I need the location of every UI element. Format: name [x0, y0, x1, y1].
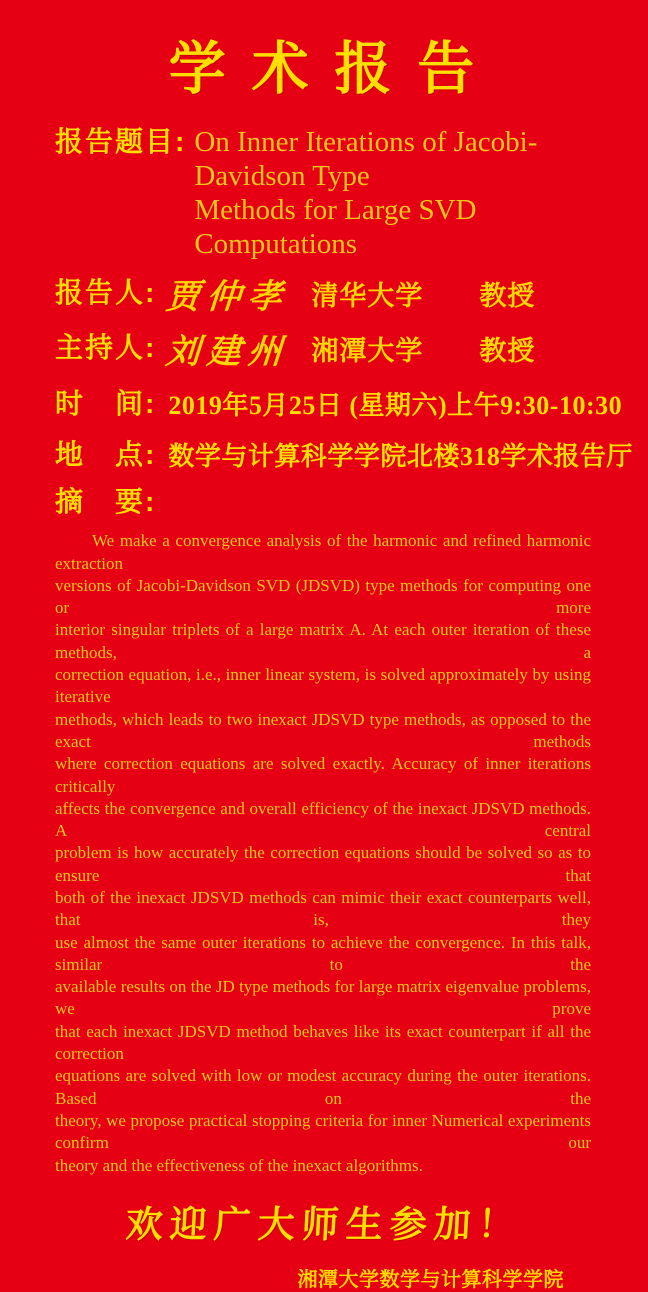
abstract-label-row	[55, 485, 591, 519]
welcome-slogan: 欢迎广大师生参加！	[124, 1203, 523, 1245]
topic-title-line2: Methods for Large SVD Computations	[194, 194, 477, 261]
place-row	[55, 436, 633, 473]
host-row	[55, 325, 591, 371]
host-label: 主持人:	[55, 332, 157, 364]
topic-label: 报告题目:	[55, 126, 187, 158]
place-label: 地 点:	[55, 438, 157, 470]
abstract-line: that each inexact JDSVD method behaves like its exact counterpart if all the correction	[55, 1021, 591, 1064]
abstract-paragraph	[55, 530, 591, 1177]
poster-title: 学 术 报 告	[168, 37, 480, 101]
abstract-line: methods, which leads to two inexact JDSVD type methods, as opposed to the exact methods	[55, 709, 591, 751]
speaker-row	[55, 270, 591, 316]
time-row	[55, 385, 623, 422]
time-label: 时 间:	[55, 387, 157, 419]
speaker-rank: 教授	[479, 280, 536, 311]
abstract-line: correction equation, i.e., inner linear system, is solved approximately by using iterative	[55, 665, 591, 707]
abstract-line: affects the convergence and overall efficiency of the inexact JDSVD methods. A central	[55, 798, 591, 841]
abstract-label: 摘 要:	[55, 486, 157, 518]
time-value: 2019年5月25日 (星期六)上午9:30-10:30	[168, 391, 623, 421]
host-rank: 教授	[479, 335, 536, 366]
topic-title-line1: On Inner Iterations of Jacobi-Davidson Type	[194, 126, 538, 193]
abstract-line: problem is how accurately the correction equations should be solved so as to ensure that	[55, 843, 591, 885]
host-name: 刘建州	[164, 332, 291, 371]
speaker-label: 报告人:	[55, 277, 157, 309]
speaker-affiliation: 清华大学	[311, 280, 424, 311]
abstract-line: equations are solved with low or modest accuracy during the outer iterations. Based on the	[55, 1066, 591, 1108]
abstract-line: We make a convergence analysis of the harmonic and refined harmonic extraction	[55, 531, 591, 573]
speaker-name: 贾仲孝	[164, 277, 291, 316]
poster-content	[0, 125, 648, 1177]
abstract-line: where correction equations are solved exactly. Accuracy of inner iterations critically	[55, 754, 591, 796]
topic-title	[194, 125, 591, 261]
host-affiliation: 湘潭大学	[311, 335, 424, 366]
abstract-line: both of the inexact JDSVD methods can mimic their exact counterparts well, that is, they	[55, 888, 591, 930]
abstract-line: available results on the JD type methods for large matrix eigenvalue problems, we prove	[55, 977, 591, 1019]
abstract-line: theory and the effectiveness of the inexact algorithms.	[55, 1155, 423, 1175]
abstract-line: interior singular triplets of a large matrix A. At each outer iteration of these methods, a	[55, 620, 591, 662]
abstract-line: theory, we propose practical stopping criteria for inner Numerical experiments confirm our	[55, 1110, 591, 1153]
abstract-line: versions of Jacobi-Davidson SVD (JDSVD) type methods for computing one or more	[55, 575, 591, 618]
abstract-line: use almost the same outer iterations to achieve the convergence. In this talk, similar to the	[55, 932, 591, 974]
place-value: 数学与计算科学学院北楼318学术报告厅	[168, 442, 633, 472]
organizer-signature: 湘潭大学数学与计算科学学院	[297, 1268, 564, 1291]
topic-row	[55, 125, 591, 261]
